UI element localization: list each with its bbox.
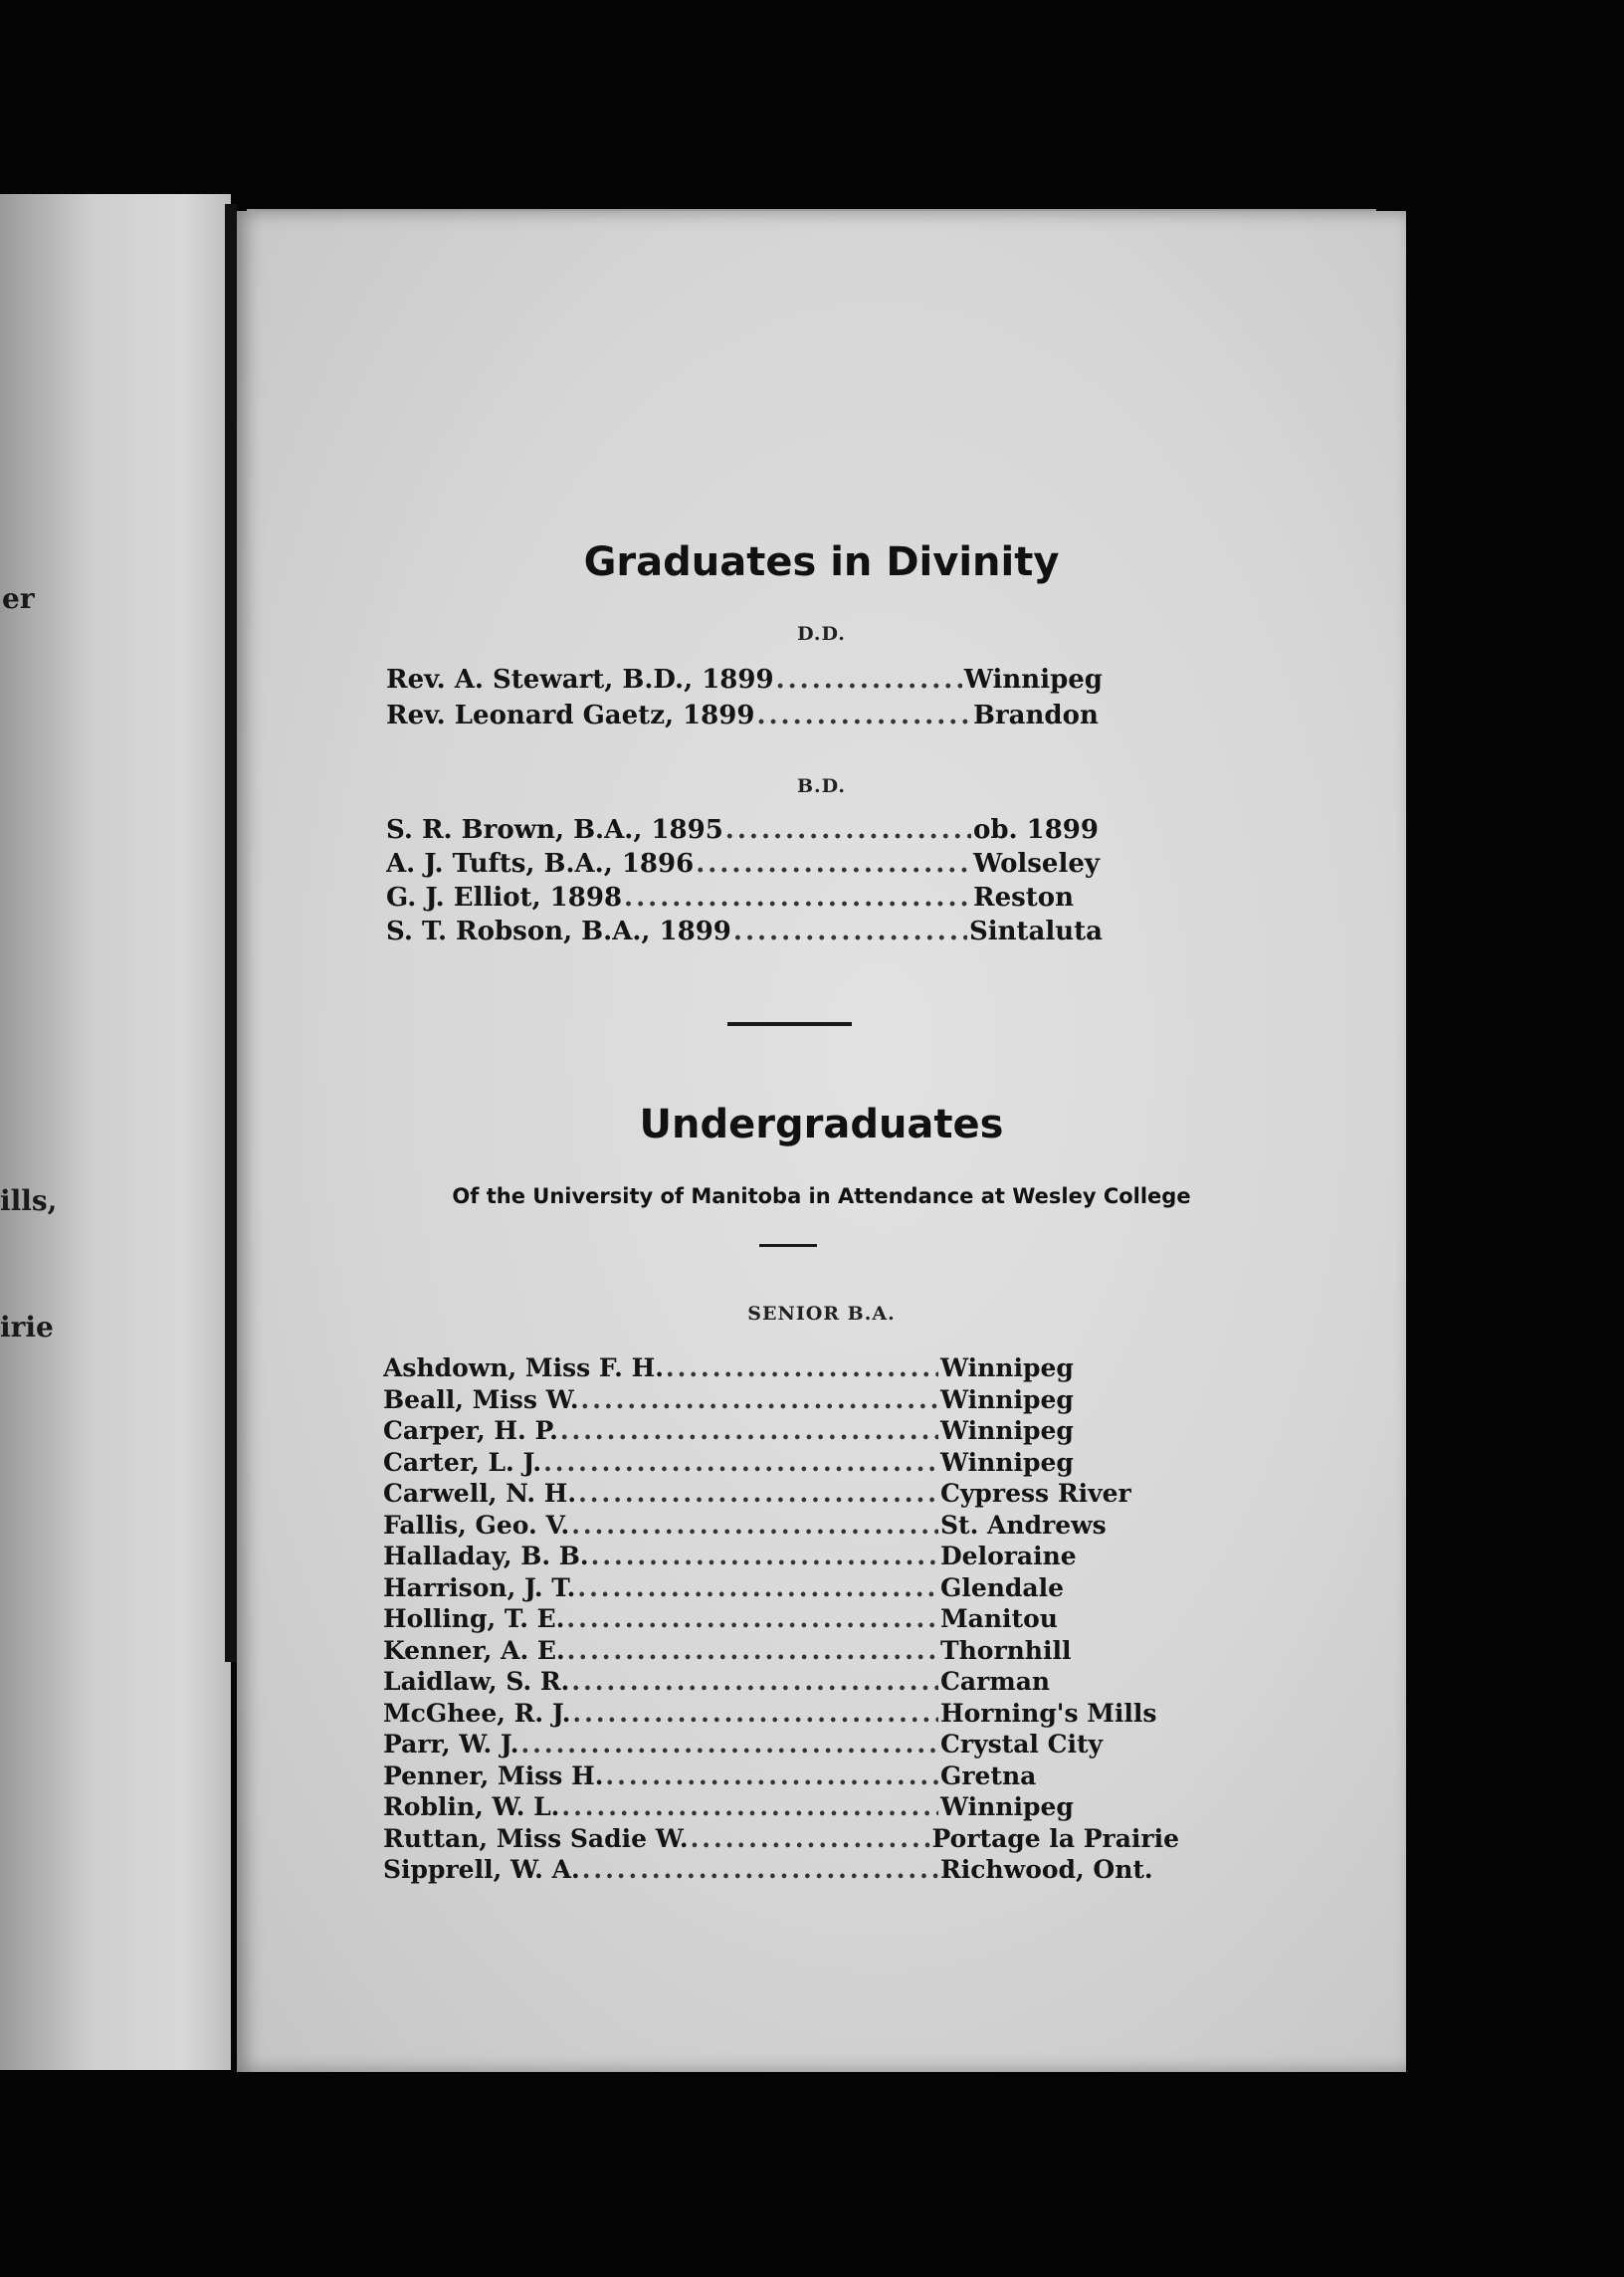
list-item: Fallis, Geo. V. ..... St. Andrews xyxy=(383,1510,1179,1542)
dd-heading: D.D. xyxy=(797,623,846,645)
book-spine xyxy=(225,204,237,1662)
dd-list xyxy=(386,662,1103,733)
facing-page-fragment: irie xyxy=(0,1311,54,1344)
list-item: Carter, L. J. ..... Winnipeg xyxy=(383,1447,1179,1479)
senior-ba-list xyxy=(383,1352,1179,1886)
senior-ba-heading: SENIOR B.A. xyxy=(747,1303,896,1325)
list-item: S. R. Brown, B.A., 1895 ..... ob. 1899 xyxy=(386,813,1103,847)
facing-page-fragment: er xyxy=(2,582,35,615)
list-item: Carper, H. P. ..... Winnipeg xyxy=(383,1415,1179,1447)
section-divider xyxy=(727,1022,852,1026)
list-item: Rev. A. Stewart, B.D., 1899 ..... Winnipeg xyxy=(386,662,1103,698)
list-item: Penner, Miss H. ..... Gretna xyxy=(383,1760,1179,1792)
bd-list xyxy=(386,813,1103,948)
list-item: Carwell, N. H. ..... Cypress River xyxy=(383,1478,1179,1510)
undergraduates-title: Undergraduates xyxy=(639,1102,1004,1147)
list-item: Rev. Leonard Gaetz, 1899 ..... Brandon xyxy=(386,698,1103,733)
list-item: McGhee, R. J. ..... Horning's Mills xyxy=(383,1698,1179,1730)
list-item: Roblin, W. L. ..... Winnipeg xyxy=(383,1791,1179,1823)
graduates-title: Graduates in Divinity xyxy=(583,539,1060,585)
bd-heading: B.D. xyxy=(796,775,847,797)
list-item: Sipprell, W. A. ..... Richwood, Ont. xyxy=(383,1854,1179,1886)
list-item: G. J. Elliot, 1898 ..... Reston xyxy=(386,881,1103,915)
list-item: Beall, Miss W. ..... Winnipeg xyxy=(383,1384,1179,1416)
list-item: A. J. Tufts, B.A., 1896 ..... Wolseley xyxy=(386,847,1103,881)
document-page xyxy=(237,211,1406,2072)
list-item: S. T. Robson, B.A., 1899 ..... Sintaluta xyxy=(386,915,1103,948)
list-item: Harrison, J. T. ..... Glendale xyxy=(383,1572,1179,1604)
list-item: Holling, T. E. ..... Manitou xyxy=(383,1603,1179,1635)
undergraduates-subtitle: Of the University of Manitoba in Attendance at Wesley College xyxy=(452,1184,1191,1208)
facing-page-fragment: ills, xyxy=(0,1184,58,1217)
facing-page xyxy=(0,194,231,2070)
list-item: Laidlaw, S. R. ..... Carman xyxy=(383,1666,1179,1698)
list-item: Ruttan, Miss Sadie W. ..... Portage la Prairie xyxy=(383,1823,1179,1855)
section-divider xyxy=(759,1244,817,1247)
list-item: Kenner, A. E. ..... Thornhill xyxy=(383,1635,1179,1667)
list-item: Halladay, B. B. ..... Deloraine xyxy=(383,1541,1179,1572)
list-item: Parr, W. J. ..... Crystal City xyxy=(383,1729,1179,1760)
list-item: Ashdown, Miss F. H. ..... Winnipeg xyxy=(383,1352,1179,1384)
